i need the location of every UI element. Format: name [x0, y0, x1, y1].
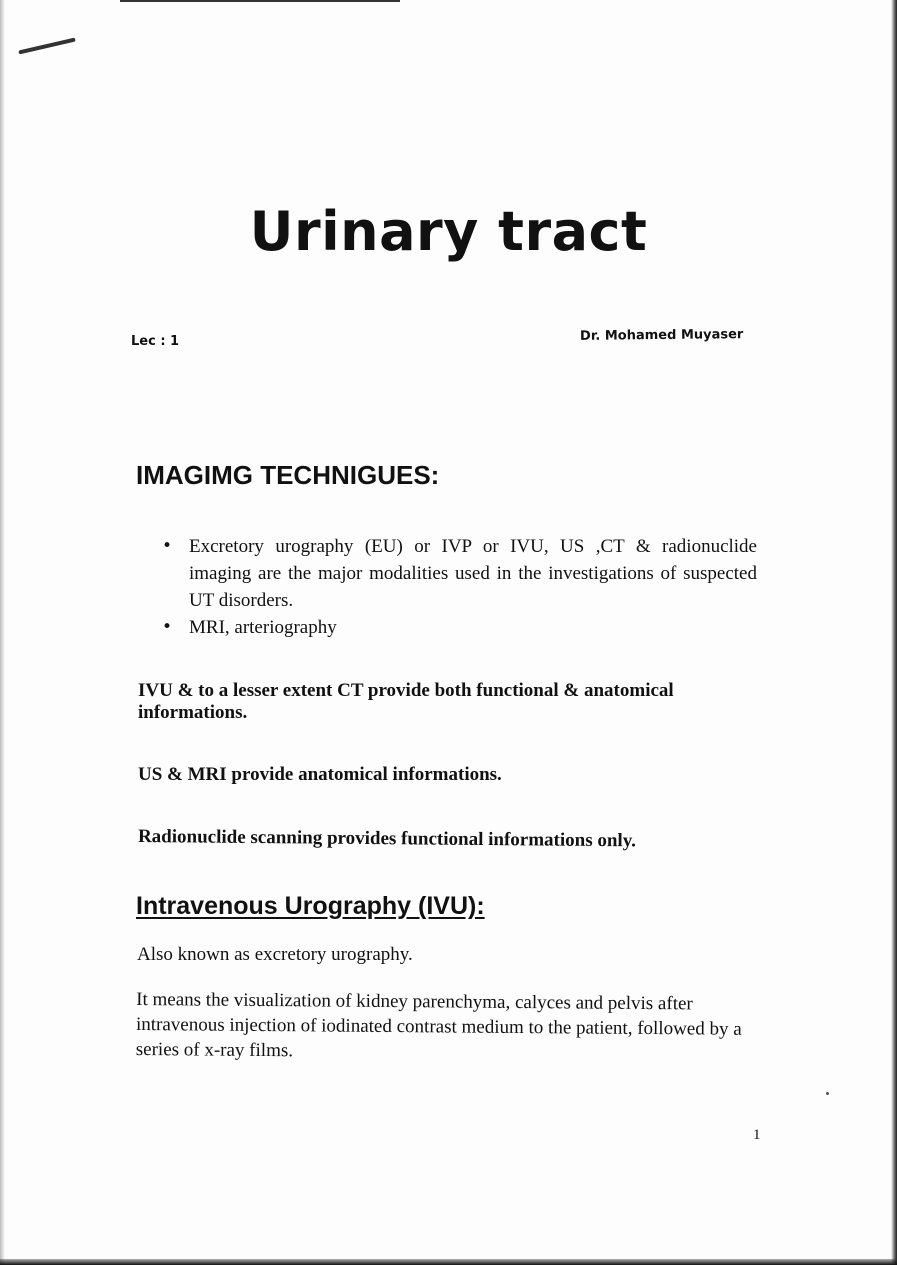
scan-edge-bottom	[0, 1259, 897, 1265]
imaging-modalities-list	[160, 533, 757, 641]
paragraph-ivu-definition: It means the visualization of kidney parenchyma, calyces and pelvis after intravenous injection of iodinated contrast medium to the patient, followed by a series of x-ray films.	[135, 989, 742, 1062]
list-item: • Excretory urography (EU) or IVP or IVU, US ,CT & radionuclide imaging are the major modalities used in the investigations of suspected UT disorders.	[160, 533, 757, 614]
paragraph-us-mri: US & MRI provide anatomical informations.	[138, 764, 502, 785]
section-heading-ivu: Intravenous Urography (IVU):	[136, 892, 485, 920]
scan-speck	[826, 1092, 829, 1095]
page-number: 1	[753, 1127, 761, 1143]
lecture-number: Lec : 1	[131, 334, 180, 349]
document-title: Urinary tract	[249, 200, 648, 263]
scan-edge-left	[0, 0, 5, 1265]
scan-edge-top	[120, 0, 400, 2]
pen-mark	[18, 38, 75, 55]
paragraph-also-known: Also known as excretory urography.	[137, 944, 413, 965]
author-name: Dr. Mohamed Muyaser	[579, 327, 744, 344]
paragraph-radionuclide: Radionuclide scanning provides functional informations only.	[137, 826, 637, 852]
section-heading-imaging-techniques: IMAGIMG TECHNIGUES:	[136, 460, 440, 490]
list-item: • MRI, arteriography	[160, 614, 757, 641]
paragraph-ivu-ct: IVU & to a lesser extent CT provide both functional & anatomical informations.	[138, 680, 674, 723]
scan-edge-right	[891, 0, 897, 1265]
